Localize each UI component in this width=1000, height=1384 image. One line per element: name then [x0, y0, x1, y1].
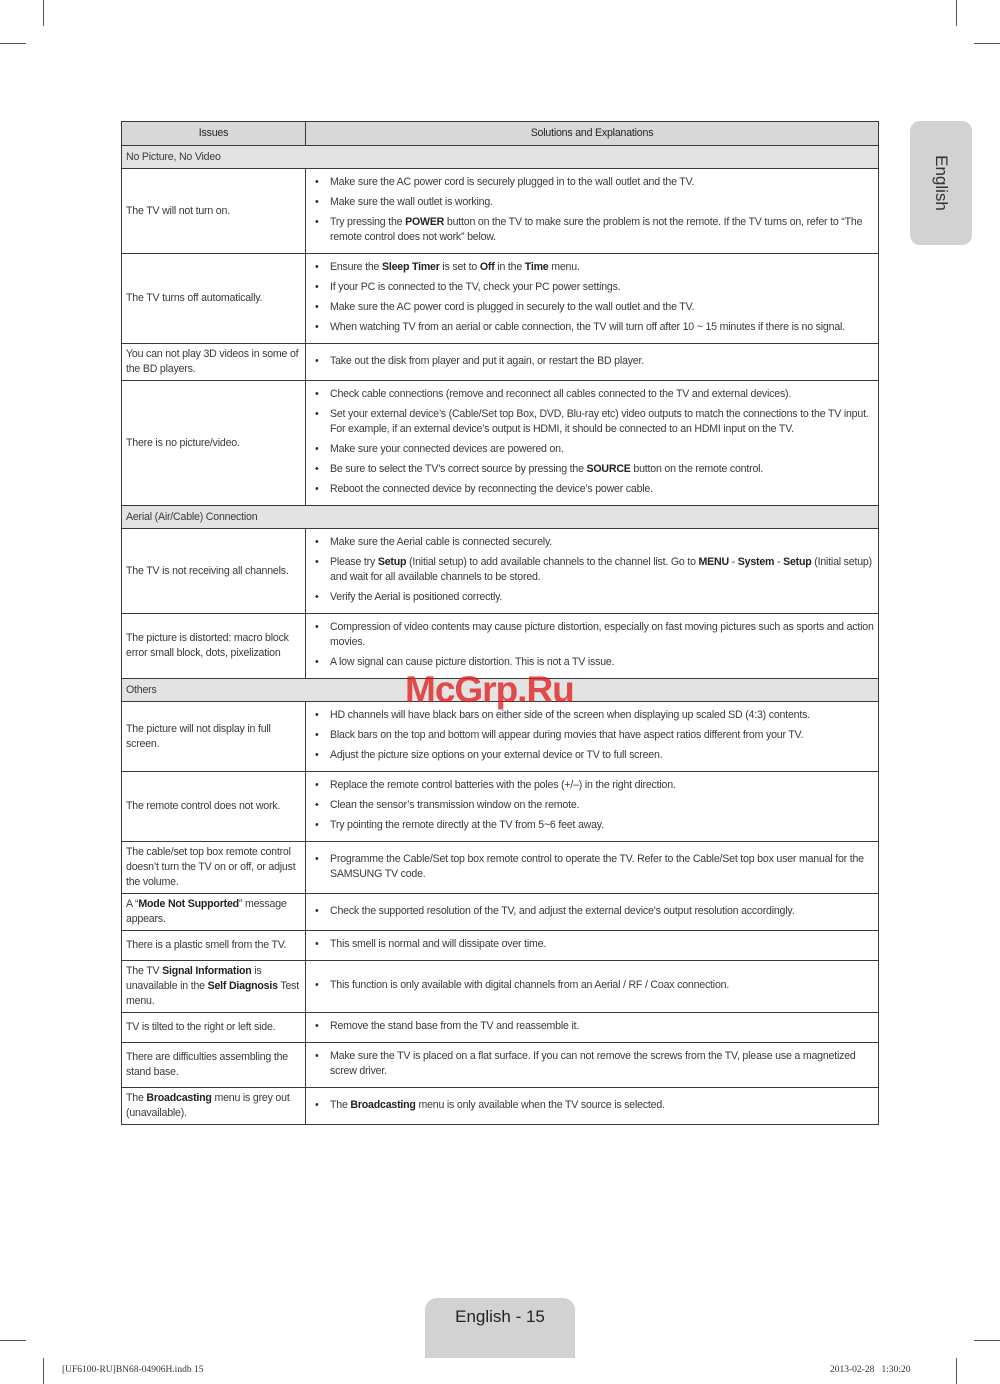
solution-item: • Compression of video contents may cause picture distortion, especially on fast moving pictures such as sports and action movies.: [310, 620, 874, 650]
crop-mark: [43, 0, 44, 26]
header-solutions: Solutions and Explanations: [306, 122, 879, 146]
solution-item: • Try pointing the remote directly at the TV from 5~6 feet away.: [310, 818, 874, 833]
solution-item: • Please try Setup (Initial setup) to add available channels to the channel list. Go to MENU - System - Setup (Initial setup) and wait for all available channels to be stored.: [310, 555, 874, 585]
solution-item: • Set your external device’s (Cable/Set top Box, DVD, Blu-ray etc) video outputs to match the connections to the TV input. For example, if an external device’s output is HDMI, it should be connected to an HDMI input on the TV.: [310, 407, 874, 437]
header-issues: Issues: [122, 122, 306, 146]
solution-cell: [306, 1013, 879, 1043]
watermark: McGrp.Ru: [405, 669, 574, 710]
solution-cell: [306, 931, 879, 961]
footer-timestamp: 2013-02-28 1:30:20: [830, 1365, 911, 1375]
table-row: [122, 961, 879, 1013]
solution-item: • Check the supported resolution of the TV, and adjust the external device’s output resolution accordingly.: [310, 904, 874, 919]
issue-cell: TV is tilted to the right or left side.: [122, 1013, 306, 1043]
table-row: [122, 772, 879, 842]
issue-cell: The Broadcasting menu is grey out (unavailable).: [122, 1088, 306, 1125]
issue-cell: There is no picture/video.: [122, 381, 306, 506]
solution-item: • Take out the disk from player and put it again, or restart the BD player.: [310, 354, 874, 369]
solution-item: • HD channels will have black bars on either side of the screen when displaying up scaled SD (4:3) contents.: [310, 708, 874, 723]
solution-list: [310, 175, 874, 245]
issue-cell: You can not play 3D videos in some of the BD players.: [122, 344, 306, 381]
table-row: [122, 842, 879, 894]
solution-item: • Adjust the picture size options on your external device or TV to full screen.: [310, 748, 874, 763]
solution-item: • Make sure the wall outlet is working.: [310, 195, 874, 210]
crop-mark: [0, 43, 26, 44]
solution-list: [310, 387, 874, 497]
issue-cell: The cable/set top box remote control doesn’t turn the TV on or off, or adjust the volume.: [122, 842, 306, 894]
table-row: [122, 344, 879, 381]
table-row: [122, 1088, 879, 1125]
solution-cell: [306, 614, 879, 679]
issue-cell: The TV turns off automatically.: [122, 254, 306, 344]
issue-cell: There is a plastic smell from the TV.: [122, 931, 306, 961]
table-row: [122, 529, 879, 614]
solution-item: • Black bars on the top and bottom will appear during movies that have aspect ratios different from your TV.: [310, 728, 874, 743]
solution-item: • Make sure the AC power cord is plugged in securely to the wall outlet and the TV.: [310, 300, 874, 315]
issue-cell: The TV Signal Information is unavailable in the Self Diagnosis Test menu.: [122, 961, 306, 1013]
solution-list: [310, 354, 874, 369]
solution-cell: [306, 169, 879, 254]
solution-list: [310, 1098, 874, 1113]
solution-list: [310, 904, 874, 919]
section-title: Others: [122, 679, 879, 702]
table-row: [122, 931, 879, 961]
solution-item: • Ensure the Sleep Timer is set to Off in the Time menu.: [310, 260, 874, 275]
solution-item: • Verify the Aerial is positioned correctly.: [310, 590, 874, 605]
page-number-label: English - 15: [455, 1307, 545, 1326]
solution-cell: [306, 344, 879, 381]
solution-list: [310, 260, 874, 335]
solution-cell: [306, 254, 879, 344]
troubleshooting-table: [121, 121, 879, 1125]
crop-mark: [43, 1358, 44, 1384]
solution-item: • If your PC is connected to the TV, check your PC power settings.: [310, 280, 874, 295]
footer-file-info: [UF6100-RU]BN68-04906H.indb 15: [62, 1365, 204, 1375]
section-row: [122, 506, 879, 529]
table-row: [122, 381, 879, 506]
solution-item: • Make sure the AC power cord is securely plugged in to the wall outlet and the TV.: [310, 175, 874, 190]
solution-cell: [306, 772, 879, 842]
solution-list: [310, 1049, 874, 1079]
table-row: [122, 1043, 879, 1088]
issue-cell: A “Mode Not Supported” message appears.: [122, 894, 306, 931]
solution-list: [310, 937, 874, 952]
solution-item: • When watching TV from an aerial or cable connection, the TV will turn off after 10 ~ 15 minutes if there is no signal.: [310, 320, 874, 335]
solution-list: [310, 708, 874, 763]
issue-cell: The remote control does not work.: [122, 772, 306, 842]
table-row: [122, 702, 879, 772]
solution-item: • Programme the Cable/Set top box remote control to operate the TV. Refer to the Cable/Set top box user manual for the SAMSUNG TV code.: [310, 852, 874, 882]
solution-list: [310, 1019, 874, 1034]
issue-cell: There are difficulties assembling the stand base.: [122, 1043, 306, 1088]
language-side-tab-label: English: [932, 155, 951, 211]
solution-cell: [306, 702, 879, 772]
section-row: [122, 146, 879, 169]
solution-cell: [306, 1043, 879, 1088]
table-row: [122, 894, 879, 931]
solution-item: • Remove the stand base from the TV and reassemble it.: [310, 1019, 874, 1034]
crop-mark: [0, 1340, 26, 1341]
solution-cell: [306, 381, 879, 506]
crop-mark: [974, 43, 1000, 44]
solution-item: • Make sure the Aerial cable is connected securely.: [310, 535, 874, 550]
crop-mark: [956, 0, 957, 26]
section-title: No Picture, No Video: [122, 146, 879, 169]
issue-cell: The TV is not receiving all channels.: [122, 529, 306, 614]
solution-list: [310, 535, 874, 605]
language-side-tab: [910, 121, 972, 245]
table-row: [122, 254, 879, 344]
solution-list: [310, 620, 874, 670]
solution-item: • Replace the remote control batteries with the poles (+/–) in the right direction.: [310, 778, 874, 793]
solution-cell: [306, 894, 879, 931]
crop-mark: [956, 1358, 957, 1384]
solution-item: • Make sure your connected devices are powered on.: [310, 442, 874, 457]
solution-item: • Reboot the connected device by reconnecting the device’s power cable.: [310, 482, 874, 497]
solution-list: [310, 778, 874, 833]
table-body: [122, 146, 879, 1125]
table-header-row: [122, 122, 879, 146]
issue-cell: The picture will not display in full screen.: [122, 702, 306, 772]
solution-item: • Make sure the TV is placed on a flat surface. If you can not remove the screws from the TV, please use a magnetized screw driver.: [310, 1049, 874, 1079]
section-title: Aerial (Air/Cable) Connection: [122, 506, 879, 529]
solution-cell: [306, 961, 879, 1013]
solution-item: • The Broadcasting menu is only available when the TV source is selected.: [310, 1098, 874, 1113]
issue-cell: The picture is distorted: macro block error small block, dots, pixelization: [122, 614, 306, 679]
solution-item: • A low signal can cause picture distortion. This is not a TV issue.: [310, 655, 874, 670]
page-number-badge: [425, 1298, 575, 1358]
solution-item: • This smell is normal and will dissipate over time.: [310, 937, 874, 952]
solution-item: • Try pressing the POWER button on the TV to make sure the problem is not the remote. If the TV turns on, refer to “The remote control does not work” below.: [310, 215, 874, 245]
solution-item: • Clean the sensor’s transmission window on the remote.: [310, 798, 874, 813]
table-row: [122, 169, 879, 254]
crop-mark: [974, 1340, 1000, 1341]
solution-cell: [306, 1088, 879, 1125]
issue-cell: The TV will not turn on.: [122, 169, 306, 254]
solution-cell: [306, 842, 879, 894]
solution-item: • Be sure to select the TV’s correct source by pressing the SOURCE button on the remote control.: [310, 462, 874, 477]
solution-list: [310, 852, 874, 882]
solution-item: • Check cable connections (remove and reconnect all cables connected to the TV and external devices).: [310, 387, 874, 402]
solution-list: [310, 978, 874, 993]
table-row: [122, 1013, 879, 1043]
solution-cell: [306, 529, 879, 614]
solution-item: • This function is only available with digital channels from an Aerial / RF / Coax connection.: [310, 978, 874, 993]
